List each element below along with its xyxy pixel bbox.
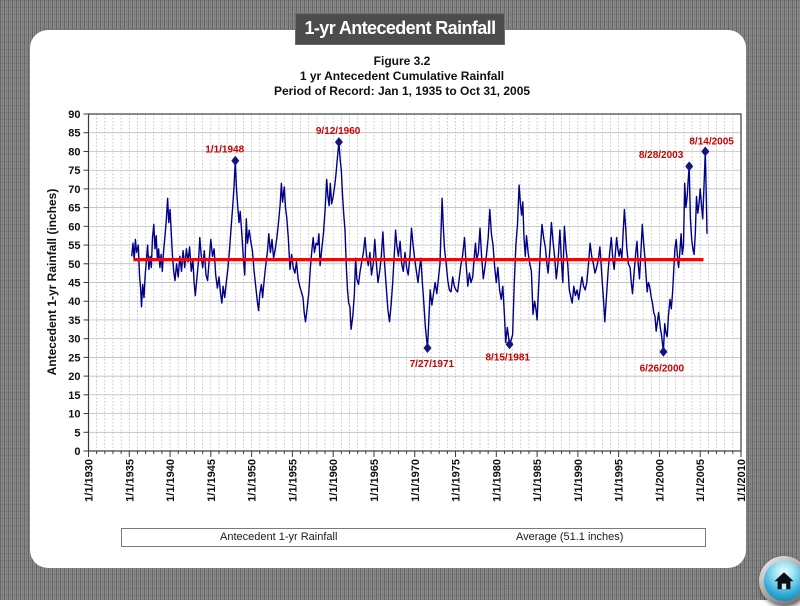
annotation-marker [701,146,709,156]
annotation-marker [335,137,343,147]
annotation-label: 6/26/2000 [639,363,685,375]
annotation-marker [659,347,667,357]
slide-title: 1-yr Antecedent Rainfall [304,18,496,38]
annotation-label: 7/27/1971 [409,358,455,370]
x-tick-label: 1/1/1955 [287,459,300,502]
series-antecedent-rainfall [132,142,707,352]
y-axis-label: Antecedent 1-yr Rainfall (inches) [45,188,59,376]
annotation-label: 9/12/1960 [315,125,361,137]
x-tick-label: 1/1/2010 [736,459,748,502]
y-tick-label: 5 [74,427,81,440]
y-tick-label: 90 [68,109,81,121]
x-tick-label: 1/1/1975 [450,459,463,502]
y-tick-label: 55 [68,240,81,253]
x-tick-label: 1/1/1930 [83,459,96,502]
x-tick-label: 1/1/2000 [654,459,667,502]
y-tick-label: 35 [68,314,81,327]
x-tick-label: 1/1/1980 [491,459,504,502]
x-tick-label: 1/1/1990 [572,459,585,502]
x-tick-label: 1/1/1985 [532,459,545,502]
legend-line-sample-rainfall [193,537,215,539]
legend-label-average: Average (51.1 inches) [516,531,624,543]
x-tick-label: 1/1/1995 [613,459,626,502]
annotation-marker [231,156,239,166]
annotation-marker [506,339,514,349]
annotation-label: 8/28/2003 [638,150,684,162]
y-tick-label: 30 [68,333,81,346]
legend-line-sample-average [486,536,511,540]
y-tick-label: 40 [68,296,81,309]
home-icon [772,569,796,593]
y-tick-label: 80 [68,146,81,159]
chart-legend [121,528,706,547]
y-tick-label: 75 [68,165,81,178]
slide-title-banner [295,13,505,45]
y-tick-label: 20 [68,371,81,384]
x-tick-label: 1/1/2005 [695,459,708,502]
legend-label-rainfall: Antecedent 1-yr Rainfall [220,531,338,543]
x-tick-label: 1/1/1945 [205,459,218,502]
y-tick-label: 45 [68,277,81,290]
y-tick-label: 10 [68,408,81,421]
x-tick-label: 1/1/1960 [328,459,341,502]
annotation-label: 8/15/1981 [485,352,530,364]
y-tick-label: 0 [74,446,81,458]
home-button-face [764,561,800,601]
y-tick-label: 15 [68,389,81,402]
annotation-marker [423,343,431,353]
chart-title: 1 yr Antecedent Cumulative Rainfall [299,69,505,83]
y-tick-label: 65 [68,202,81,215]
x-tick-label: 1/1/1935 [124,459,137,502]
x-tick-label: 1/1/1940 [165,459,178,502]
y-tick-label: 85 [68,127,81,140]
y-tick-label: 50 [68,258,81,271]
y-tick-label: 60 [68,221,81,234]
chart-figure-number: Figure 3.2 [373,54,431,68]
annotation-label: 1/1/1948 [205,144,245,156]
chart-period-of-record: Period of Record: Jan 1, 1935 to Oct 31, 2005 [273,84,531,98]
x-tick-label: 1/1/1965 [368,459,381,502]
x-tick-label: 1/1/1970 [409,459,422,502]
annotation-label: 8/14/2005 [689,136,734,148]
x-tick-label: 1/1/1950 [246,459,259,502]
chart-titles [2,54,800,99]
y-tick-label: 70 [68,183,81,196]
y-tick-label: 25 [68,352,81,365]
